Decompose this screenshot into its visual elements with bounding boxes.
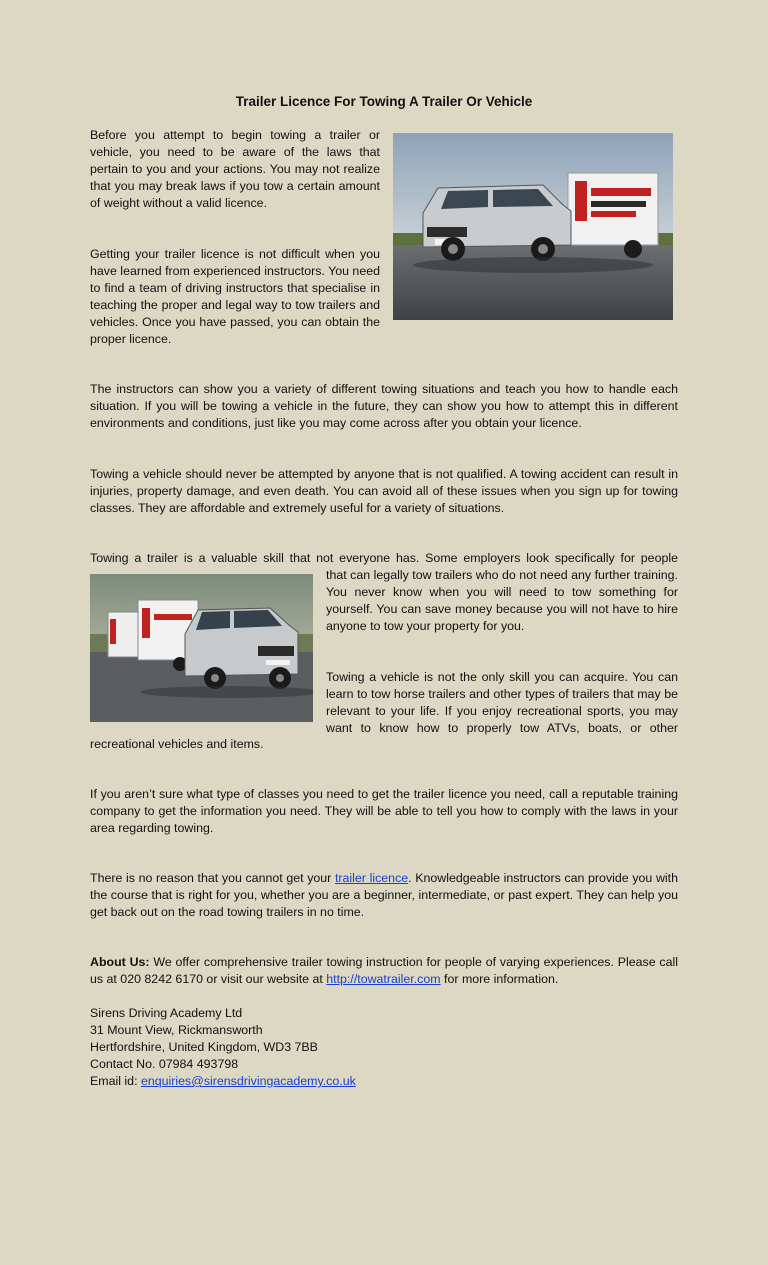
paragraph-valuable-skill-line1: Towing a trailer is a valuable skill that not everyone has. Some employers look specifically for people — [90, 551, 678, 565]
about-us-text: We offer comprehensive trailer towing instruction for people of varying experiences. Please call us at 020 8242 6170 or visit our website at — [90, 955, 678, 986]
paragraph-instructors: The instructors can show you a variety of different towing situations and teach you how to handle each situation. If you will be towing a vehicle in the future, they can show you how to attempt this in different environments and conditions, just like you may come across after you obtain your licence. — [90, 382, 678, 430]
paragraph-no-reason — [90, 870, 678, 921]
p8-after: . Knowledgeable instructors can provide you with the course that is right for you, whether you are a beginner, intermediate, or past expert. They can help you get back out on the road towing trailers in no time. — [90, 871, 678, 919]
trailer-licence-link[interactable]: trailer licence — [334, 871, 409, 885]
street-address: 31 Mount View, Rickmansworth — [90, 1023, 263, 1037]
address-block — [90, 1005, 590, 1090]
paragraph-valuable-skill: that can legally tow trailers who do not need any further training. You never know when you will need to tow something for yourself. You can save money because you will not have to hire anyone to tow your property for you. — [326, 568, 678, 633]
email-line — [90, 1073, 590, 1090]
company-name: Sirens Driving Academy Ltd — [90, 1006, 243, 1020]
region-address: Hertfordshire, United Kingdom, WD3 7BB — [90, 1040, 318, 1054]
contact-number: Contact No. 07984 493798 — [90, 1057, 239, 1071]
email-link[interactable]: enquiries@sirensdrivingacademy.co.uk — [140, 1074, 356, 1088]
about-us-label: About Us: — [90, 955, 150, 969]
website-link[interactable]: http://towatrailer.com — [326, 972, 441, 986]
land-rover-road-photo — [90, 574, 313, 722]
paragraph-classes: If you aren’t sure what type of classes you need to get the trailer licence you need, call a reputable training company to get the information you need. They will be able to tell you how to comply with the laws in your area regarding towing. — [90, 787, 678, 835]
paragraph-other-skills-tail: recreational vehicles and items. — [90, 737, 264, 751]
paragraph-laws: Before you attempt to begin towing a trailer or vehicle, you need to be aware of the laws that pertain to you and your actions. You may not realize that you may break laws if you tow a certain amount of weight without a valid licence. — [90, 128, 380, 210]
about-us-paragraph — [90, 954, 678, 988]
paragraph-towing-accidents: Towing a vehicle should never be attempted by anyone that is not qualified. A towing accident can result in injuries, property damage, and even death. You can avoid all of these issues when you sign up for towing classes. They are affordable and extremely useful for a variety of situations. — [90, 467, 678, 515]
paragraph-getting-licence: Getting your trailer licence is not difficult when you have learned from experienced instructors. You need to find a team of driving instructors that specialise in teaching the proper and legal way to tow trailers and vehicles. Once you have passed, you can obtain the proper licence. — [90, 247, 380, 346]
email-label: Email id: — [90, 1074, 141, 1088]
p8-before: There is no reason that you cannot get your — [90, 871, 335, 885]
document-title: Trailer Licence For Towing A Trailer Or Vehicle — [235, 94, 533, 109]
land-rover-trailer-photo — [393, 133, 673, 320]
paragraph-other-skills: Towing a vehicle is not the only skill you can acquire. You can learn to tow horse trailers and other types of trailers that may be relevant to your life. If you enjoy recreational sports, you may want to know how to properly tow ATVs, boats, or other — [326, 670, 678, 735]
about-us-after: for more information. — [440, 972, 559, 986]
